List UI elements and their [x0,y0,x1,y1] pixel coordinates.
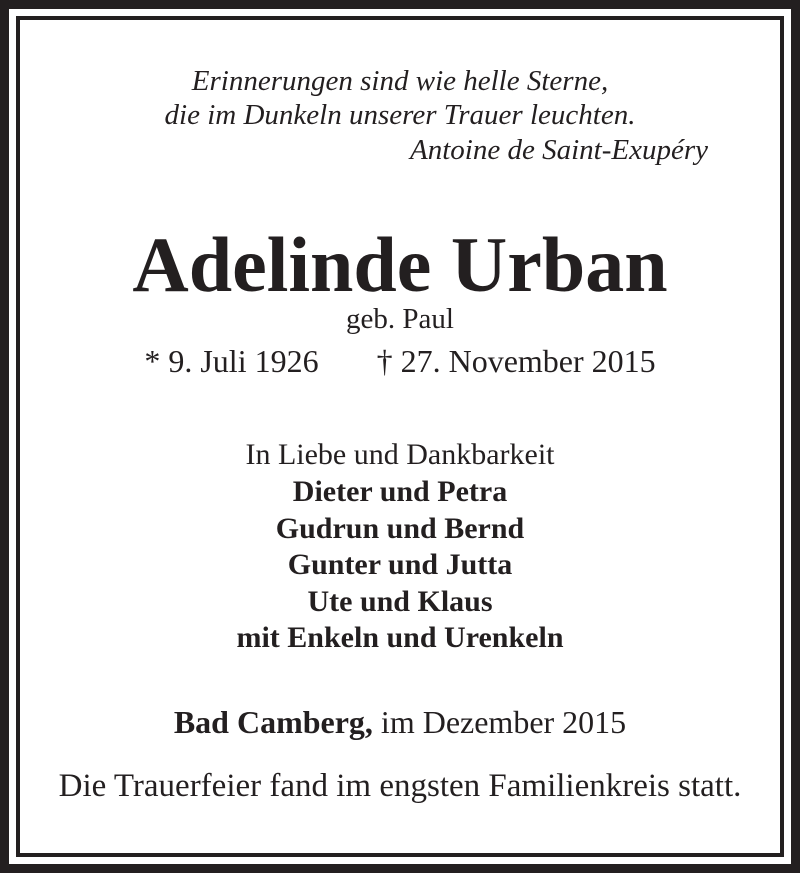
maiden-name: geb. Paul [346,303,454,335]
mourners-list [20,474,780,657]
deceased-name: Adelinde Urban [132,221,668,308]
tribute-intro: In Liebe und Dankbarkeit [245,438,555,471]
death-date: † 27. November 2015 [376,343,656,379]
mourner-line: Gudrun und Bernd [275,511,525,545]
life-dates [20,344,780,379]
place-date-line [20,705,780,740]
birth-date: * 9. Juli 1926 [144,343,319,379]
mourner-line: Ute und Klaus [307,584,493,618]
notice-date: im Dezember 2015 [372,704,627,740]
mourner-line: Gunter und Jutta [287,548,513,581]
mourner-line: Dieter und Petra [292,475,508,508]
memorial-quote-line-2: die im Dunkeln unserer Trauer leuchten. [164,99,636,131]
place-name: Bad Camberg, [173,704,373,740]
memorial-quote-line-1: Erinnerungen sind wie helle Sterne, [191,65,609,97]
closing-statement: Die Trauerfeier fand im engsten Familienkreis statt. [58,768,742,804]
quote-attribution: Antoine de Saint-Exupéry [410,134,708,166]
mourner-line: mit Enkeln und Urenkeln [236,621,564,654]
memorial-quote [20,64,780,132]
